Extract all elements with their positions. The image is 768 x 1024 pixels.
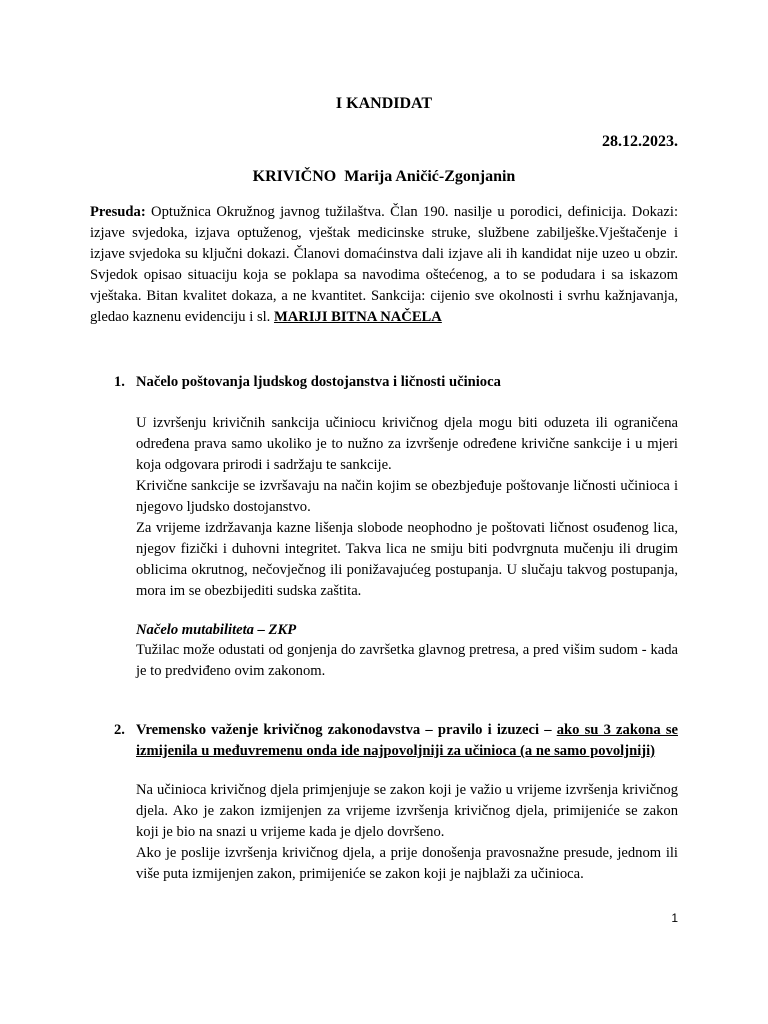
section-1-paragraph-1: U izvršenju krivičnih sankcija učiniocu krivičnog djela mogu biti oduzeta ili ograničena određena prava samo ukoliko je to nužno za izvršenje određene krivične sankcije i u mjeri koja odgovara prirodi i sadržaju te sankcije.	[136, 415, 678, 473]
section-1-number: 1.	[114, 374, 125, 390]
intro-emphasis: MARIJI BITNA NAČELA	[273, 309, 442, 325]
section-1-heading	[114, 372, 678, 393]
section-1-paragraph-3: Za vrijeme izdržavanja kazne lišenja slobode neophodno je poštovati ličnost osuđenog lica, njegov fizički i duhovni integritet. Takva lica ne smiju biti podvrgnuta mučenju ili drugim oblicima okrutnog, nečovječnog ili ponižavajućeg postupanja. U slučaju takvog postupanja, mora im se obezbijediti sudska zaštita.	[136, 520, 678, 599]
section-1-sub-paragraph: Tužilac može odustati od gonjenja do završetka glavnog pretresa, a pred višim sudom - kada je to predviđeno ovim zakonom.	[136, 642, 678, 679]
document-subject: KRIVIČNO Marija Aničić-Zgonjanin	[252, 168, 516, 185]
page-number: 1	[671, 911, 678, 925]
document-date: 28.12.2023.	[602, 133, 678, 150]
document-title: I KANDIDAT	[335, 95, 433, 112]
intro-label: Presuda:	[90, 204, 146, 220]
section-2-paragraph-2: Ako je poslije izvršenja krivičnog djela, a prije donošenja pravosnažne presude, jednom ili više puta izmijenjen zakon, primijeniće se zakon koji je najblaži za učinioca.	[136, 845, 678, 882]
section-2-number: 2.	[114, 722, 125, 738]
section-1-body	[136, 413, 678, 602]
section-2-heading-underlined: ako su 3 zakona se izmijenila u međuvremenu onda ide najpovoljniji za učinioca (a ne samo povoljniji)	[136, 722, 678, 759]
intro-paragraph	[90, 202, 678, 328]
section-2-heading	[114, 720, 678, 762]
section-1-paragraph-2: Krivične sankcije se izvršavaju na način kojim se obezbjeđuje poštovanje ličnosti učinioca i njegovo ljudsko dostojanstvo.	[136, 478, 678, 515]
section-2-paragraph-1: Na učinioca krivičnog djela primjenjuje se zakon koji je važio u vrijeme izvršenja krivičnog djela. Ako je zakon izmijenjen za vrijeme izvršenja krivičnog djela, primijeniće se zakon koji je bio na snazi u vrijeme kada je djelo dovršeno.	[136, 782, 678, 840]
section-2-heading-text: Vremensko važenje krivičnog zakonodavstva – pravilo i izuzeci –	[136, 722, 557, 738]
intro-text: Optužnica Okružnog javnog tužilaštva. Član 190. nasilje u porodici, definicija. Dokazi: izjave svjedoka, izjava optuženog, vještak medicinske struke, službene zabilješke.Vještačenje i izjave svjedoka su ključni dokazi. Članovi domaćinstva dali izjave ali ih kandidat nije uzeo u obzir. Svjedok opisao situaciju koja se poklapa sa navodima oštećenog, a to se podudara i sa iskazom vještaka. Bitan kvalitet dokaza, a ne kvantitet. Sankcija: cijenio sve okolnosti i svrhu kažnjavanja, gledao kaznenu evidenciju i sl.	[90, 204, 678, 325]
section-1-subheading: Načelo mutabiliteta – ZKP	[136, 622, 297, 638]
section-2-body	[136, 780, 678, 885]
section-1-heading-text: Načelo poštovanja ljudskog dostojanstva i ličnosti učinioca	[136, 374, 501, 390]
